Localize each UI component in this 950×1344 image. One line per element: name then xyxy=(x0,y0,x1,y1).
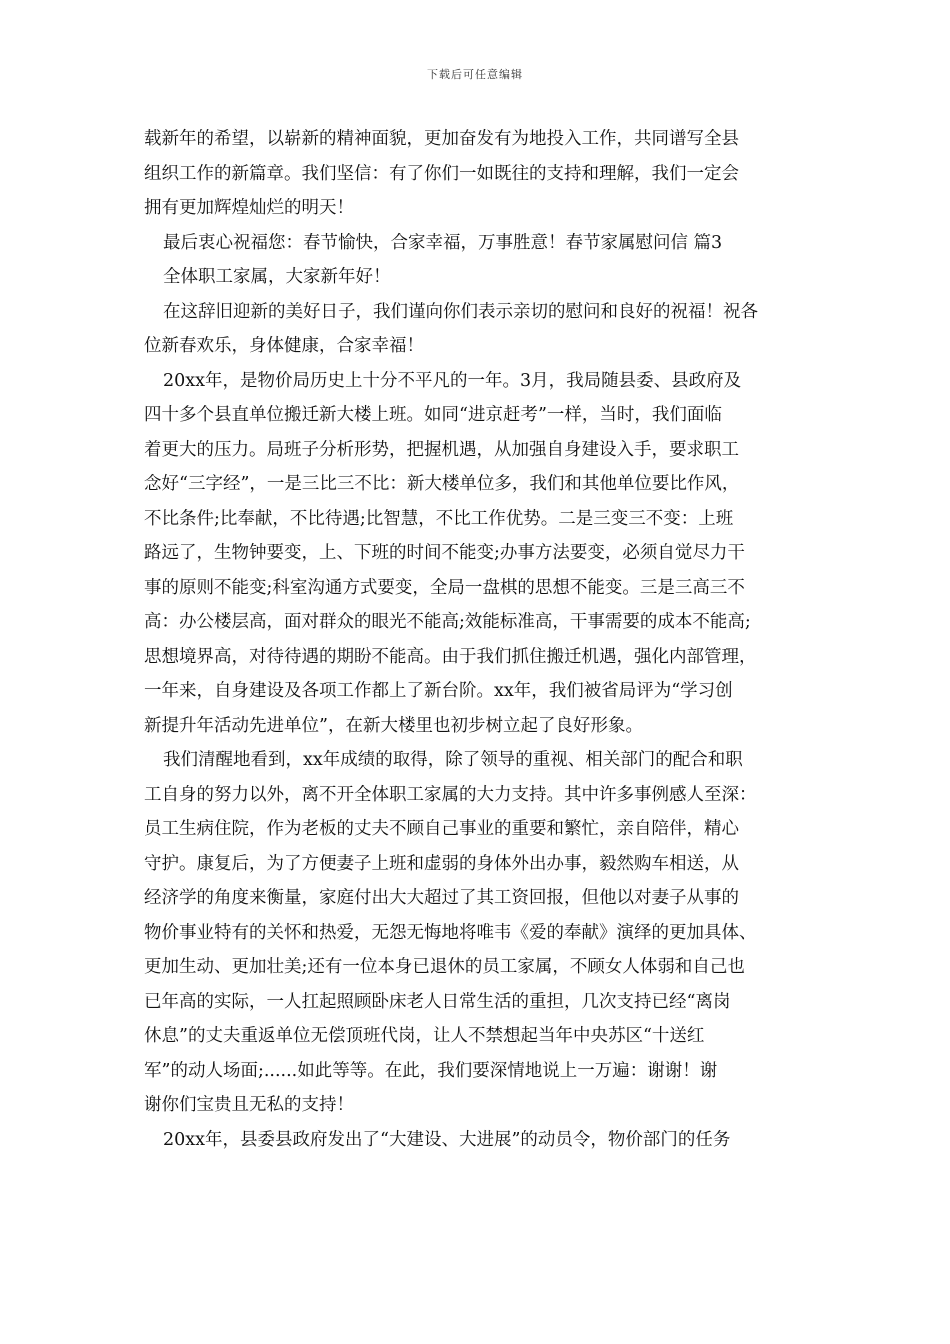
text-line: 着更大的压力。局班子分析形势，把握机遇，从加强自身建设入手，要求职工 xyxy=(144,439,739,460)
page-header: 下载后可任意编辑 xyxy=(427,68,523,81)
text-line: 不比条件;比奉献，不比待遇;比智慧，不比工作优势。二是三变三不变：上班 xyxy=(144,508,734,529)
document-body xyxy=(144,122,824,1157)
text-line: 载新年的希望，以崭新的精神面貌，更加奋发有为地投入工作，共同谱写全县 xyxy=(144,129,739,149)
text-line: 更加生动、更加壮美;还有一位本身已退休的员工家属，不顾女人体弱和自己也 xyxy=(144,957,745,977)
text-line: 守护。康复后，为了方便妻子上班和虚弱的身体外出办事，毅然购车相送，从 xyxy=(144,853,739,874)
text-line: 休息”的丈夫重返单位无偿顶班代岗，让人不禁想起当年中央苏区“十送红 xyxy=(144,1026,705,1046)
text-line: 全体职工家属，大家新年好！ xyxy=(163,267,391,287)
text-line: 在这辞旧迎新的美好日子，我们谨向你们表示亲切的慰问和良好的祝福！祝各 xyxy=(163,301,758,322)
text-line: 我们清醒地看到，xx年成绩的取得，除了领导的重视、相关部门的配合和职 xyxy=(163,750,743,770)
text-line: 路远了，生物钟要变，上、下班的时间不能变;办事方法要变，必须自觉尽力干 xyxy=(144,543,745,563)
text-line: 拥有更加辉煌灿烂的明天！ xyxy=(144,198,354,218)
text-line: 四十多个县直单位搬迁新大楼上班。如同“进京赶考”一样，当时，我们面临 xyxy=(144,405,722,425)
text-line: 员工生病住院，作为老板的丈夫不顾自己事业的重要和繁忙，亲自陪伴，精心 xyxy=(144,819,739,839)
text-line: 事的原则不能变;科室沟通方式要变，全局一盘棋的思想不能变。三是三高三不 xyxy=(144,577,745,598)
text-line: 新提升年活动先进单位”，在新大楼里也初步树立起了良好形象。 xyxy=(144,715,643,736)
text-line: 谢你们宝贵且无私的支持！ xyxy=(144,1095,354,1115)
text-line: 军”的动人场面;......如此等等。在此，我们要深情地说上一万遍：谢谢！谢 xyxy=(144,1060,718,1081)
text-line: 经济学的角度来衡量，家庭付出大大超过了其工资回报，但他以对妻子从事的 xyxy=(144,888,739,908)
text-line: 工自身的努力以外，离不开全体职工家属的大力支持。其中许多事例感人至深： xyxy=(144,784,757,805)
text-line: 一年来，自身建设及各项工作都上了新台阶。xx年，我们被省局评为“学习创 xyxy=(144,681,733,701)
text-line: 物价事业特有的关怀和热爱，无怨无悔地将唯韦《爱的奉献》演绎的更加具体、 xyxy=(144,922,757,943)
text-line: 已年高的实际，一人扛起照顾卧床老人日常生活的重担，几次支持已经“离岗 xyxy=(144,991,731,1012)
text-line: 最后衷心祝福您：春节愉快，合家幸福，万事胜意！春节家属慰问信 篇3 xyxy=(163,232,723,253)
text-line: 位新春欢乐，身体健康，合家幸福！ xyxy=(144,336,424,356)
text-line: 思想境界高，对待待遇的期盼不能高。由于我们抓住搬迁机遇，强化内部管理， xyxy=(144,646,757,667)
text-line: 20xx年，县委县政府发出了“大建设、大进展”的动员令，物价部门的任务 xyxy=(163,1129,731,1150)
text-line: 20xx年，是物价局历史上十分不平凡的一年。3月，我局随县委、县政府及 xyxy=(163,370,742,391)
text-line: 组织工作的新篇章。我们坚信：有了你们一如既往的支持和理解，我们一定会 xyxy=(144,163,739,184)
text-line: 念好“三字经”，一是三比三不比：新大楼单位多，我们和其他单位要比作风， xyxy=(144,474,740,494)
text-line: 高：办公楼层高，面对群众的眼光不能高;效能标准高，干事需要的成本不能高; xyxy=(144,612,751,632)
